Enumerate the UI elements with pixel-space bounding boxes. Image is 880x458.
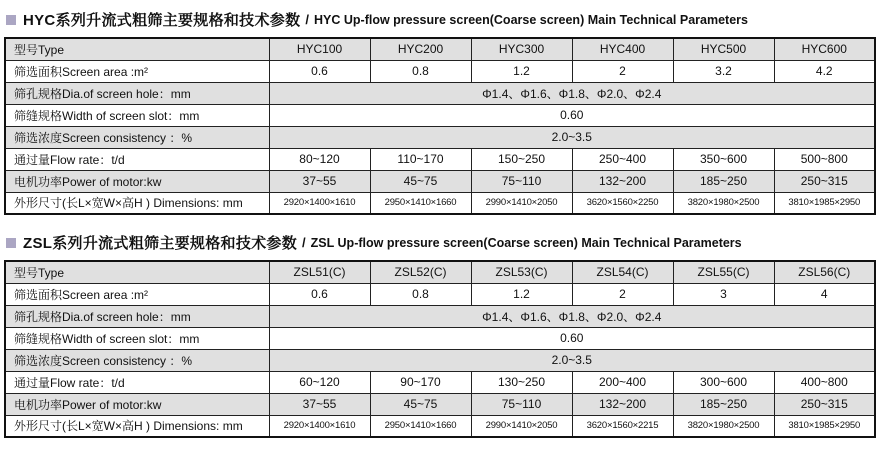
row-label-motor-power: 电机功率Power of motor:kw bbox=[5, 393, 269, 415]
table-row-motor-power bbox=[5, 170, 875, 192]
cell-screen-hole-merged: Φ1.4、Φ1.6、Φ1.8、Φ2.0、Φ2.4 bbox=[269, 82, 875, 104]
table-row-screen-area bbox=[5, 60, 875, 82]
cell-motor-power: 132~200 bbox=[572, 393, 673, 415]
table-row-flow-rate bbox=[5, 148, 875, 170]
cell-dimensions: 3620×1560×2215 bbox=[572, 415, 673, 437]
table-row-dimensions bbox=[5, 192, 875, 214]
cell-motor-power: 75~110 bbox=[471, 393, 572, 415]
row-label-flow-rate: 通过量Flow rate：t/d bbox=[5, 148, 269, 170]
cell-dimensions: 2950×1410×1660 bbox=[370, 415, 471, 437]
cell-motor-power: 250~315 bbox=[774, 170, 875, 192]
model-header: HYC300 bbox=[471, 38, 572, 60]
row-label-screen-hole: 筛孔规格Dia.of screen hole：mm bbox=[5, 82, 269, 104]
cell-dimensions: 2920×1400×1610 bbox=[269, 192, 370, 214]
table-row-dimensions bbox=[5, 415, 875, 437]
cell-dimensions: 3810×1985×2950 bbox=[774, 415, 875, 437]
model-header: ZSL51(C) bbox=[269, 261, 370, 283]
title-separator: / bbox=[305, 12, 309, 27]
model-header: ZSL53(C) bbox=[471, 261, 572, 283]
hyc-section-title bbox=[6, 9, 880, 30]
title-separator: / bbox=[302, 235, 306, 250]
cell-motor-power: 45~75 bbox=[370, 170, 471, 192]
hyc-spec-table bbox=[4, 37, 876, 215]
cell-flow-rate: 400~800 bbox=[774, 371, 875, 393]
cell-screen-slot-merged: 0.60 bbox=[269, 104, 875, 126]
row-label-motor-power: 电机功率Power of motor:kw bbox=[5, 170, 269, 192]
cell-screen-area: 0.6 bbox=[269, 60, 370, 82]
model-header: HYC500 bbox=[673, 38, 774, 60]
cell-motor-power: 75~110 bbox=[471, 170, 572, 192]
row-label-screen-hole: 筛孔规格Dia.of screen hole：mm bbox=[5, 305, 269, 327]
cell-screen-area: 4.2 bbox=[774, 60, 875, 82]
cell-flow-rate: 350~600 bbox=[673, 148, 774, 170]
row-label-screen-slot: 筛缝规格Width of screen slot：mm bbox=[5, 104, 269, 126]
zsl-section-title bbox=[6, 232, 880, 253]
table-row-consistency bbox=[5, 126, 875, 148]
cell-screen-area: 3 bbox=[673, 283, 774, 305]
cell-screen-hole-merged: Φ1.4、Φ1.6、Φ1.8、Φ2.0、Φ2.4 bbox=[269, 305, 875, 327]
table-row-screen-slot bbox=[5, 327, 875, 349]
cell-motor-power: 132~200 bbox=[572, 170, 673, 192]
model-header: ZSL56(C) bbox=[774, 261, 875, 283]
cell-flow-rate: 250~400 bbox=[572, 148, 673, 170]
cell-flow-rate: 500~800 bbox=[774, 148, 875, 170]
cell-motor-power: 37~55 bbox=[269, 393, 370, 415]
model-header: ZSL52(C) bbox=[370, 261, 471, 283]
table-row-screen-slot bbox=[5, 104, 875, 126]
cell-screen-area: 2 bbox=[572, 60, 673, 82]
table-row-type bbox=[5, 261, 875, 283]
cell-dimensions: 3820×1980×2500 bbox=[673, 192, 774, 214]
zsl-spec-table bbox=[4, 260, 876, 438]
cell-dimensions: 2920×1400×1610 bbox=[269, 415, 370, 437]
cell-flow-rate: 110~170 bbox=[370, 148, 471, 170]
cell-flow-rate: 200~400 bbox=[572, 371, 673, 393]
bullet-square-icon bbox=[6, 15, 16, 25]
cell-motor-power: 37~55 bbox=[269, 170, 370, 192]
model-header: HYC100 bbox=[269, 38, 370, 60]
table-row-consistency bbox=[5, 349, 875, 371]
cell-motor-power: 185~250 bbox=[673, 170, 774, 192]
model-header: HYC200 bbox=[370, 38, 471, 60]
row-label-consistency: 筛选浓度Screen consistency ：% bbox=[5, 126, 269, 148]
cell-screen-area: 4 bbox=[774, 283, 875, 305]
cell-dimensions: 3810×1985×2950 bbox=[774, 192, 875, 214]
model-header: ZSL54(C) bbox=[572, 261, 673, 283]
cell-screen-slot-merged: 0.60 bbox=[269, 327, 875, 349]
table-row-screen-area bbox=[5, 283, 875, 305]
table-row-screen-hole bbox=[5, 305, 875, 327]
cell-motor-power: 185~250 bbox=[673, 393, 774, 415]
cell-motor-power: 250~315 bbox=[774, 393, 875, 415]
cell-dimensions: 3620×1560×2250 bbox=[572, 192, 673, 214]
hyc-title-chinese: HYC系列升流式粗筛主要规格和技术参数 bbox=[23, 12, 301, 29]
row-label-type: 型号Type bbox=[5, 38, 269, 60]
cell-consistency-merged: 2.0~3.5 bbox=[269, 126, 875, 148]
cell-flow-rate: 130~250 bbox=[471, 371, 572, 393]
cell-flow-rate: 80~120 bbox=[269, 148, 370, 170]
row-label-screen-slot: 筛缝规格Width of screen slot：mm bbox=[5, 327, 269, 349]
row-label-flow-rate: 通过量Flow rate：t/d bbox=[5, 371, 269, 393]
cell-screen-area: 1.2 bbox=[471, 283, 572, 305]
cell-screen-area: 1.2 bbox=[471, 60, 572, 82]
cell-dimensions: 2950×1410×1660 bbox=[370, 192, 471, 214]
cell-screen-area: 3.2 bbox=[673, 60, 774, 82]
table-row-motor-power bbox=[5, 393, 875, 415]
table-row-screen-hole bbox=[5, 82, 875, 104]
cell-dimensions: 3820×1980×2500 bbox=[673, 415, 774, 437]
hyc-section bbox=[0, 9, 880, 215]
cell-screen-area: 0.8 bbox=[370, 283, 471, 305]
row-label-dimensions: 外形尺寸(长L×宽W×高H ) Dimensions: mm bbox=[5, 192, 269, 214]
cell-dimensions: 2990×1410×2050 bbox=[471, 192, 572, 214]
cell-flow-rate: 150~250 bbox=[471, 148, 572, 170]
hyc-title-english: HYC Up-flow pressure screen(Coarse screen) Main Technical Parameters bbox=[314, 12, 748, 27]
cell-screen-area: 0.6 bbox=[269, 283, 370, 305]
cell-flow-rate: 300~600 bbox=[673, 371, 774, 393]
zsl-title-english: ZSL Up-flow pressure screen(Coarse screen) Main Technical Parameters bbox=[310, 235, 742, 250]
table-row-type bbox=[5, 38, 875, 60]
table-row-flow-rate bbox=[5, 371, 875, 393]
cell-dimensions: 2990×1410×2050 bbox=[471, 415, 572, 437]
cell-motor-power: 45~75 bbox=[370, 393, 471, 415]
model-header: ZSL55(C) bbox=[673, 261, 774, 283]
bullet-square-icon bbox=[6, 238, 16, 248]
cell-screen-area: 2 bbox=[572, 283, 673, 305]
row-label-dimensions: 外形尺寸(长L×宽W×高H ) Dimensions: mm bbox=[5, 415, 269, 437]
cell-flow-rate: 60~120 bbox=[269, 371, 370, 393]
row-label-screen-area: 筛选面积Screen area :m² bbox=[5, 283, 269, 305]
cell-screen-area: 0.8 bbox=[370, 60, 471, 82]
cell-flow-rate: 90~170 bbox=[370, 371, 471, 393]
zsl-section bbox=[0, 232, 880, 438]
row-label-screen-area: 筛选面积Screen area :m² bbox=[5, 60, 269, 82]
cell-consistency-merged: 2.0~3.5 bbox=[269, 349, 875, 371]
zsl-title-chinese: ZSL系列升流式粗筛主要规格和技术参数 bbox=[23, 235, 298, 252]
row-label-type: 型号Type bbox=[5, 261, 269, 283]
row-label-consistency: 筛选浓度Screen consistency ：% bbox=[5, 349, 269, 371]
model-header: HYC400 bbox=[572, 38, 673, 60]
model-header: HYC600 bbox=[774, 38, 875, 60]
